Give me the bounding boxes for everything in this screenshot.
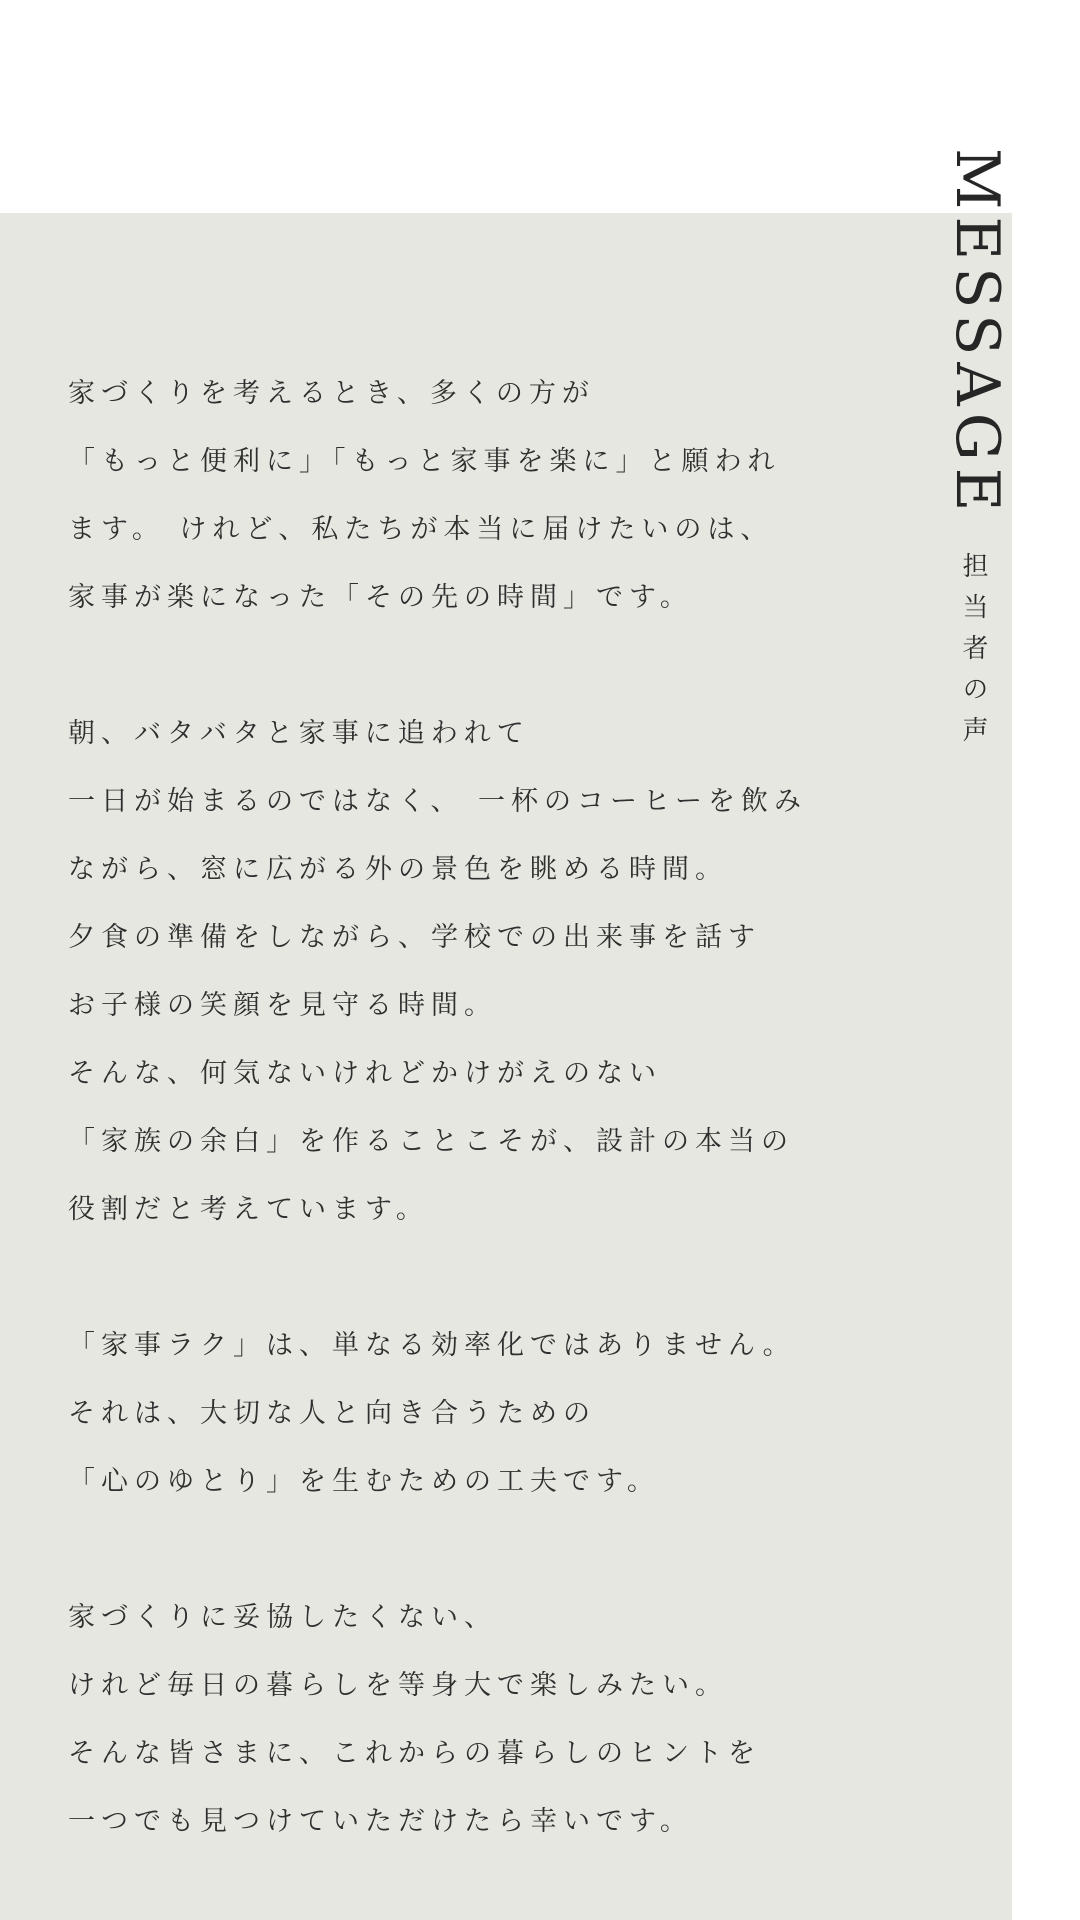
message-paragraph-2: [68, 700, 968, 1244]
section-heading-ja: 担当者の声: [958, 552, 988, 757]
message-line: ます。 けれど、私たちが本当に届けたいのは、: [68, 514, 774, 545]
message-paragraph-3: [68, 1312, 968, 1516]
message-line: そんな皆さまに、これからの暮らしのヒントを: [68, 1738, 761, 1769]
message-line: 一日が始まるのではなく、 一杯のコーヒーを飲み: [68, 786, 807, 817]
message-line: 一つでも見つけていただけたら幸いです。: [68, 1806, 693, 1837]
message-line: そんな、何気ないけれどかけがえのない: [68, 1058, 662, 1089]
message-paragraph-1: [68, 360, 968, 632]
message-line: それは、大切な人と向き合うための: [68, 1398, 596, 1429]
message-line: 家づくりに妥協したくない、: [68, 1602, 497, 1633]
message-line: 朝、バタバタと家事に追われて: [68, 718, 530, 749]
message-line: けれど毎日の暮らしを等身大で楽しみたい。: [68, 1670, 728, 1701]
message-line: お子様の笑顔を見守る時間。: [68, 990, 497, 1021]
message-line: 「家事ラク」は、単なる効率化ではありません。: [68, 1330, 796, 1361]
message-line: 「もっと便利に」「もっと家事を楽に」と願われ: [68, 446, 781, 477]
message-line: 「家族の余白」を作ることこそが、設計の本当の: [68, 1126, 794, 1157]
message-line: 「心のゆとり」を生むための工夫です。: [68, 1466, 660, 1497]
message-line: ながら、窓に広がる外の景色を眺める時間。: [68, 854, 728, 885]
message-line: 夕食の準備をしながら、学校での出来事を話す: [68, 922, 761, 953]
message-line: 役割だと考えています。: [68, 1194, 429, 1225]
message-line: 家づくりを考えるとき、多くの方が: [68, 378, 595, 409]
message-line: 家事が楽になった「その先の時間」です。: [68, 582, 693, 613]
message-body: [68, 360, 968, 1920]
section-heading-en: MESSAGE: [942, 148, 1012, 519]
message-paragraph-4: [68, 1584, 968, 1856]
